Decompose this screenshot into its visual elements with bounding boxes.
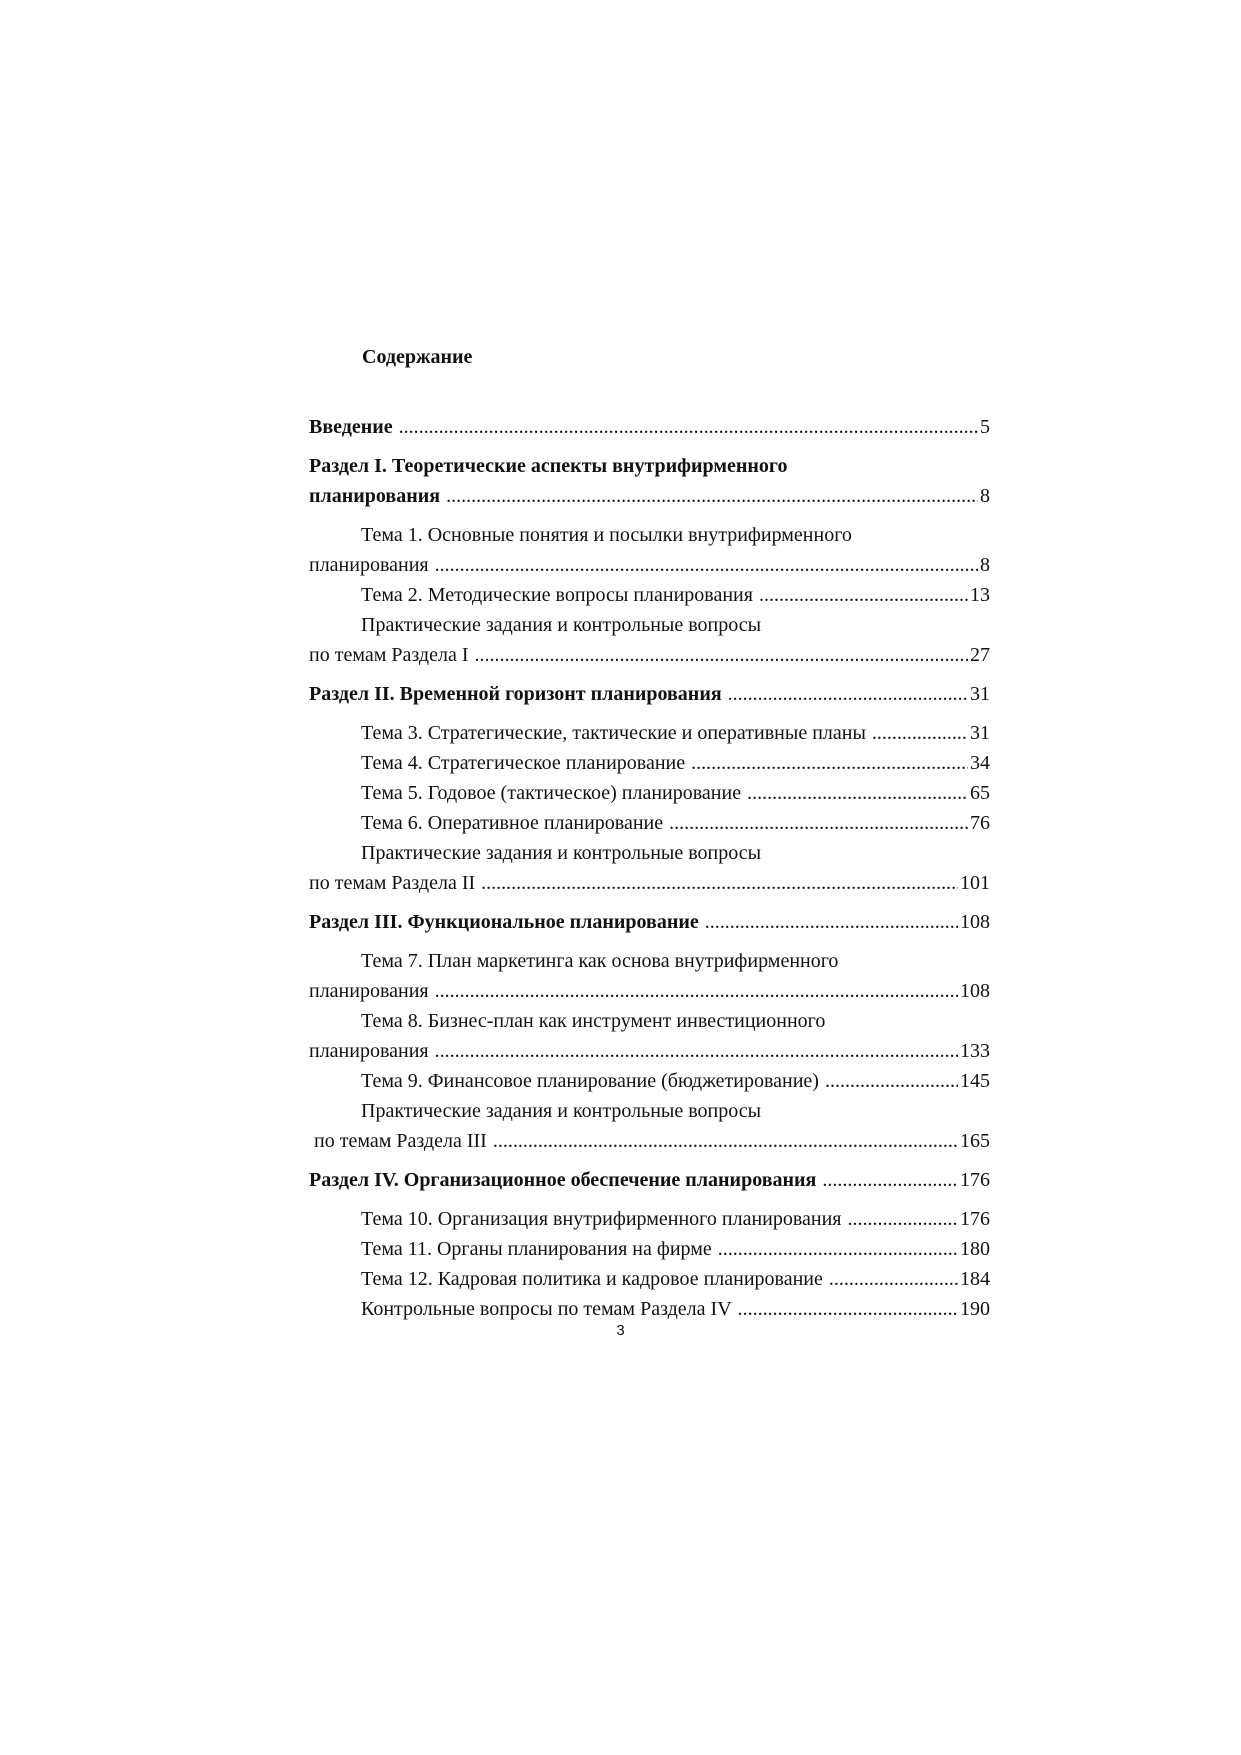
dot-leader (435, 550, 978, 580)
toc-page-number: 101 (960, 872, 990, 894)
table-of-contents (309, 412, 990, 1324)
dot-leader (829, 1264, 958, 1294)
toc-page-number: 145 (960, 1070, 990, 1092)
toc-entry-practice-1 (309, 610, 990, 670)
dot-leader (759, 580, 968, 610)
toc-entry-section-3 (309, 907, 990, 937)
toc-entry-title: Практические задания и контрольные вопросы (361, 842, 762, 864)
toc-entry-topic-6 (309, 808, 990, 838)
dot-leader (822, 1165, 958, 1195)
toc-page-number: 31 (970, 722, 990, 744)
toc-entry-title: Тема 6. Оперативное планирование (361, 812, 664, 834)
toc-page-number: 180 (960, 1238, 990, 1260)
toc-entry-topic-10 (309, 1204, 990, 1234)
dot-leader (474, 640, 968, 670)
toc-entry-questions-4 (309, 1294, 990, 1324)
toc-entry-topic-7 (309, 946, 990, 1006)
toc-entry-practice-2 (309, 838, 990, 898)
toc-page-number: 108 (960, 911, 990, 933)
toc-entry-topic-12 (309, 1264, 990, 1294)
toc-entry-title: Практические задания и контрольные вопросы (361, 614, 762, 636)
toc-entry-title: Тема 10. Организация внутрифирменного планирования (361, 1208, 842, 1230)
toc-page-number: 184 (960, 1268, 990, 1290)
toc-entry-section-2 (309, 679, 990, 709)
dot-leader (691, 748, 968, 778)
toc-entry-title: Тема 4. Стратегическое планирование (361, 752, 686, 774)
toc-entry-section-1 (309, 451, 990, 511)
toc-entry-title: Тема 11. Органы планирования на фирме (361, 1238, 712, 1260)
dot-leader (705, 907, 958, 937)
toc-page-number: 31 (970, 683, 990, 705)
dot-leader (481, 868, 958, 898)
toc-page-number: 5 (980, 416, 990, 438)
toc-entry-topic-11 (309, 1234, 990, 1264)
dot-leader (446, 481, 978, 511)
toc-entry-title: Тема 9. Финансовое планирование (бюджетирование) (361, 1070, 819, 1092)
toc-entry-topic-9 (309, 1066, 990, 1096)
toc-page-number: 65 (970, 782, 990, 804)
toc-entry-topic-1 (309, 520, 990, 580)
toc-entry-title-continued: планирования (309, 554, 429, 576)
toc-entry-topic-3 (309, 718, 990, 748)
dot-leader (872, 718, 968, 748)
toc-page-number: 8 (980, 554, 990, 576)
toc-page-number: 133 (960, 1040, 990, 1062)
dot-leader (747, 778, 968, 808)
toc-page-number: 176 (960, 1169, 990, 1191)
toc-entry-title-continued: по темам Раздела II (309, 872, 476, 894)
toc-entry-title-continued: по темам Раздела I (309, 644, 469, 666)
page-number: 3 (616, 1322, 625, 1339)
toc-page-number: 190 (960, 1298, 990, 1320)
dot-leader (825, 1066, 958, 1096)
toc-page-number: 27 (970, 644, 990, 666)
toc-entry-title: Тема 7. План маркетинга как основа внутрифирменного (361, 950, 839, 972)
toc-heading: Содержание (362, 346, 473, 368)
toc-entry-title: Раздел I. Теоретические аспекты внутрифирменного (309, 455, 788, 477)
toc-page-number: 13 (970, 584, 990, 606)
toc-entry-practice-3 (309, 1096, 990, 1156)
toc-page-number: 34 (970, 752, 990, 774)
toc-entry-title-continued: планирования (309, 1040, 429, 1062)
toc-entry-title: Тема 8. Бизнес-план как инструмент инвестиционного (361, 1010, 826, 1032)
toc-entry-title: Тема 12. Кадровая политика и кадровое планирование (361, 1268, 823, 1290)
toc-entry-title: Тема 1. Основные понятия и посылки внутрифирменного (361, 524, 852, 546)
toc-entry-title: Тема 2. Методические вопросы планирования (361, 584, 753, 606)
toc-entry-section-4 (309, 1165, 990, 1195)
dot-leader (399, 412, 978, 442)
toc-entry-topic-4 (309, 748, 990, 778)
toc-page-number: 108 (960, 980, 990, 1002)
toc-entry-topic-8 (309, 1006, 990, 1066)
dot-leader (435, 976, 958, 1006)
dot-leader (493, 1126, 958, 1156)
toc-page-number: 165 (960, 1130, 990, 1152)
dot-leader (669, 808, 968, 838)
dot-leader (738, 1294, 958, 1324)
toc-entry-title: Раздел IV. Организационное обеспечение планирования (309, 1169, 817, 1191)
toc-entry-title: Введение (309, 416, 393, 438)
toc-entry-title: Раздел II. Временной горизонт планирования (309, 683, 722, 705)
toc-entry-title-continued: по темам Раздела III (314, 1130, 487, 1152)
dot-leader (728, 679, 968, 709)
toc-entry-title-continued: планирования (309, 980, 429, 1002)
toc-page-number: 8 (980, 485, 990, 507)
toc-page-number: 176 (960, 1208, 990, 1230)
toc-entry-title: Тема 3. Стратегические, тактические и оперативные планы (361, 722, 866, 744)
dot-leader (718, 1234, 958, 1264)
toc-entry-title-continued: планирования (309, 485, 441, 507)
dot-leader (848, 1204, 958, 1234)
toc-entry-title: Раздел III. Функциональное планирование (309, 911, 699, 933)
dot-leader (435, 1036, 958, 1066)
toc-entry-topic-5 (309, 778, 990, 808)
toc-entry-title: Тема 5. Годовое (тактическое) планирование (361, 782, 742, 804)
toc-entry-intro (309, 412, 990, 442)
toc-entry-title: Практические задания и контрольные вопросы (361, 1100, 762, 1122)
toc-entry-title: Контрольные вопросы по темам Раздела IV (361, 1298, 732, 1320)
toc-entry-topic-2 (309, 580, 990, 610)
toc-page-number: 76 (970, 812, 990, 834)
